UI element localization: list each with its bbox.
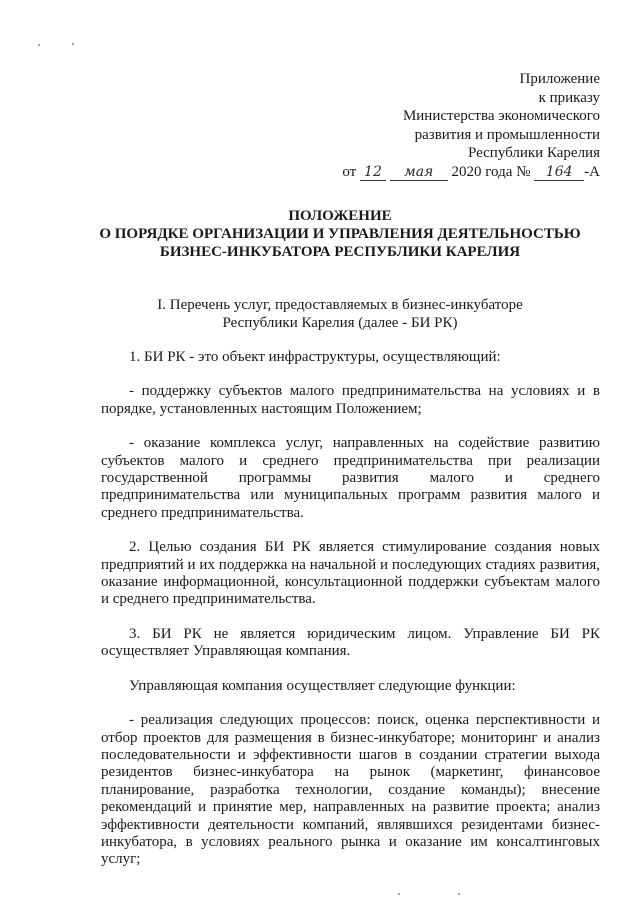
paragraph: Управляющая компания осуществляет следующие функции: bbox=[129, 677, 516, 694]
scan-speck bbox=[458, 893, 460, 895]
date-prefix: от bbox=[342, 163, 357, 180]
header-line: Республики Карелия bbox=[467, 145, 600, 161]
title-line: О ПОРЯДКЕ ОРГАНИЗАЦИИ И УПРАВЛЕНИЯ ДЕЯТЕЛЬНОСТЬЮ bbox=[99, 226, 581, 242]
handwritten-day: 12 bbox=[360, 165, 386, 181]
date-year: 2020 года № bbox=[451, 163, 531, 180]
scan-speck bbox=[38, 44, 40, 46]
paragraph: - реализация следующих процессов: поиск, оценка перспективности и отбор проектов для размещения в бизнес-инкубаторе; мониторинг и анализ последовательности и эффективности шагов в создании стратегии выхода резидентов бизнес-инкубатора на рынок (маркетинг, финансовое планирование, разработка технологии, создание команды); внесение рекомендаций и принятие мер, направленных на развитие проекта; анализ эффективности деятельности компаний, являвшихся резидентами бизнес-инкубатора, в условиях реального рынка и оказание им консалтинговых услуг; bbox=[101, 712, 600, 868]
order-date-line bbox=[280, 163, 600, 182]
paragraph: - поддержку субъектов малого предпринимательства на условиях и в порядке, установленных настоящим Положением; bbox=[101, 383, 600, 417]
header-line: Приложение bbox=[519, 71, 600, 87]
scan-speck bbox=[72, 43, 74, 45]
document-body bbox=[101, 349, 600, 886]
paragraph: 2. Целью создания БИ РК является стимулирование создания новых предприятий и их поддержка на начальной и последующих стадиях развития, оказание информационной, консультационной поддержки субъектам малого и среднего предпринимательства. bbox=[101, 539, 600, 608]
header-line: развития и промышленности bbox=[414, 126, 600, 143]
paragraph: 1. БИ РК - это объект инфраструктуры, осуществляющий: bbox=[129, 349, 501, 365]
paragraph: 3. БИ РК не является юридическим лицом. Управление БИ РК осуществляет Управляющая компания. bbox=[101, 625, 600, 660]
section-line: Республики Карелия (далее - БИ РК) bbox=[222, 315, 458, 331]
document-title bbox=[80, 207, 600, 261]
scan-speck bbox=[398, 893, 400, 895]
section-line: I. Перечень услуг, предоставляемых в бизнес-инкубаторе bbox=[157, 297, 523, 313]
approval-header bbox=[280, 70, 600, 181]
title-line: ПОЛОЖЕНИЕ bbox=[288, 208, 392, 224]
paragraph: - оказание комплекса услуг, направленных на содействие развитию субъектов малого и среднего предпринимательства при реализации государственной программы развития малого и среднего предпринимательства или муниципальных программ развития малого и среднего предпринимательства. bbox=[101, 435, 600, 521]
header-line: к приказу bbox=[538, 89, 600, 106]
title-line: БИЗНЕС-ИНКУБАТОРА РЕСПУБЛИКИ КАРЕЛИЯ bbox=[159, 244, 521, 260]
section-heading bbox=[80, 296, 600, 332]
handwritten-order-number: 164 bbox=[534, 165, 584, 181]
handwritten-month: мая bbox=[390, 165, 448, 181]
order-suffix: -А bbox=[584, 163, 600, 180]
header-line: Министерства экономического bbox=[402, 108, 600, 124]
